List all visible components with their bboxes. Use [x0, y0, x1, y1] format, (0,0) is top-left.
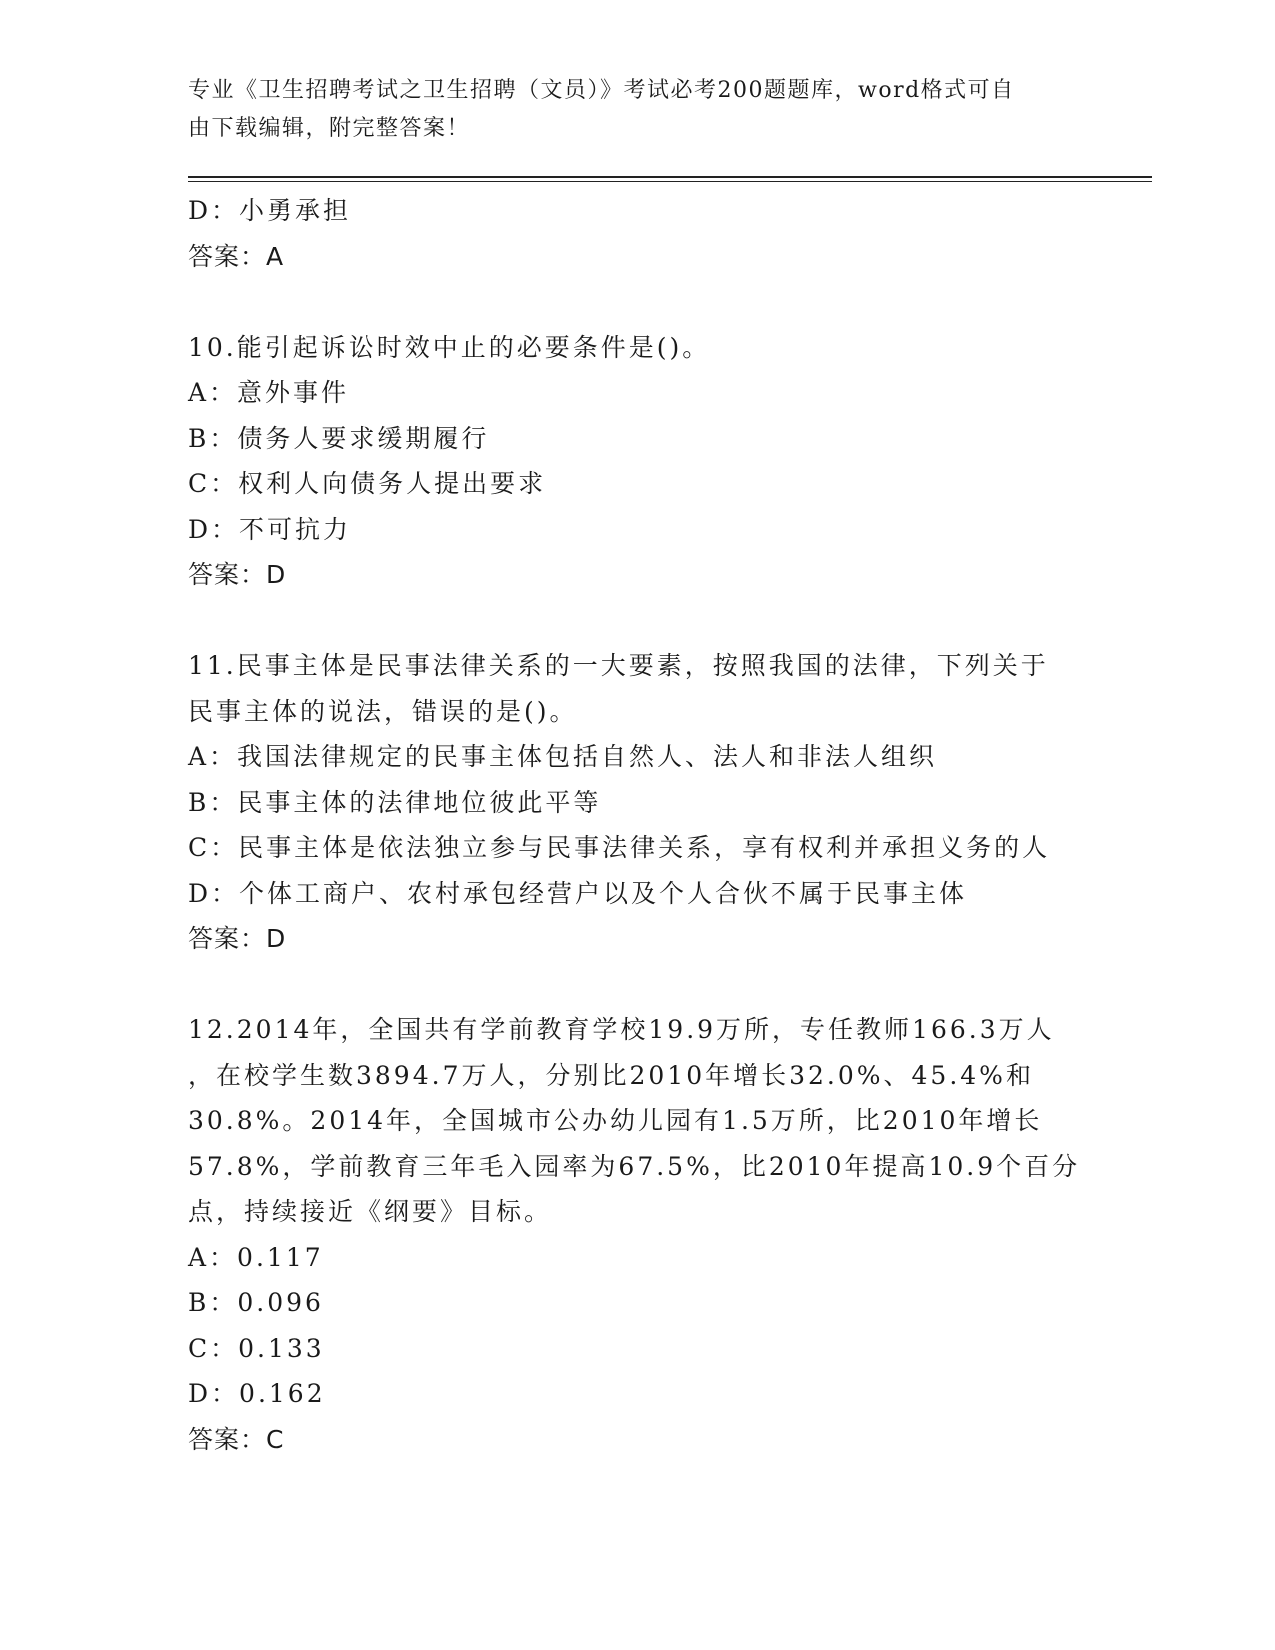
option-d: D：个体工商户、农村承包经营户以及个人合伙不属于民事主体	[188, 878, 968, 908]
question-stem: 点，持续接近《纲要》目标。	[188, 1197, 553, 1226]
spacer	[188, 279, 1088, 325]
header-rule-thick	[188, 176, 1152, 178]
header-line-2: 由下载编辑，附完整答案！	[188, 116, 471, 141]
question-10	[188, 325, 1088, 598]
option-a: A：我国法律规定的民事主体包括自然人、法人和非法人组织	[188, 742, 938, 771]
question-stem: 10.能引起诉讼时效中止的必要条件是()。	[188, 332, 711, 362]
option-c: C：0.133	[188, 1333, 325, 1363]
answer: 答案：D	[188, 560, 287, 589]
option-c: C：民事主体是依法独立参与民事法律关系，享有权利并承担义务的人	[188, 833, 1051, 862]
option-b: B：0.096	[188, 1288, 324, 1317]
answer: 答案：C	[188, 1424, 285, 1454]
question-stem: 57.8%，学前教育三年毛入园率为67.5%，比2010年提高10.9个百分	[188, 1151, 1081, 1181]
option-b: B：民事主体的法律地位彼此平等	[188, 787, 602, 817]
spacer	[188, 598, 1088, 644]
header-line-1: 专业《卫生招聘考试之卫生招聘（文员）》考试必考200题题库，word格式可自	[188, 78, 1015, 103]
question-12	[188, 1007, 1088, 1462]
option-a: A：意外事件	[188, 378, 350, 407]
question-11	[188, 643, 1088, 962]
carryover-answer: 答案：A	[188, 241, 285, 271]
option-a: A：0.117	[188, 1242, 324, 1272]
question-stem: 11.民事主体是民事法律关系的一大要素，按照我国的法律，下列关于	[188, 651, 1049, 680]
option-c: C：权利人向债务人提出要求	[188, 469, 547, 498]
question-content	[188, 188, 1088, 1462]
answer: 答案：D	[188, 924, 287, 953]
page-header	[188, 72, 1068, 148]
question-stem: 30.8%。2014年，全国城市公办幼儿园有1.5万所，比2010年增长	[188, 1106, 1043, 1135]
question-stem: ，在校学生数3894.7万人，分别比2010年增长32.0%、45.4%和	[188, 1060, 1034, 1090]
header-rule-thin	[188, 181, 1152, 182]
option-d: D：0.162	[188, 1379, 326, 1408]
question-stem: 12.2014年，全国共有学前教育学校19.9万所，专任教师166.3万人	[188, 1015, 1055, 1044]
question-stem: 民事主体的说法，错误的是()。	[188, 696, 578, 726]
option-b: B：债务人要求缓期履行	[188, 423, 490, 453]
spacer	[188, 962, 1088, 1008]
option-d: D：不可抗力	[188, 514, 352, 544]
carryover-option-d: D：小勇承担	[188, 196, 352, 225]
